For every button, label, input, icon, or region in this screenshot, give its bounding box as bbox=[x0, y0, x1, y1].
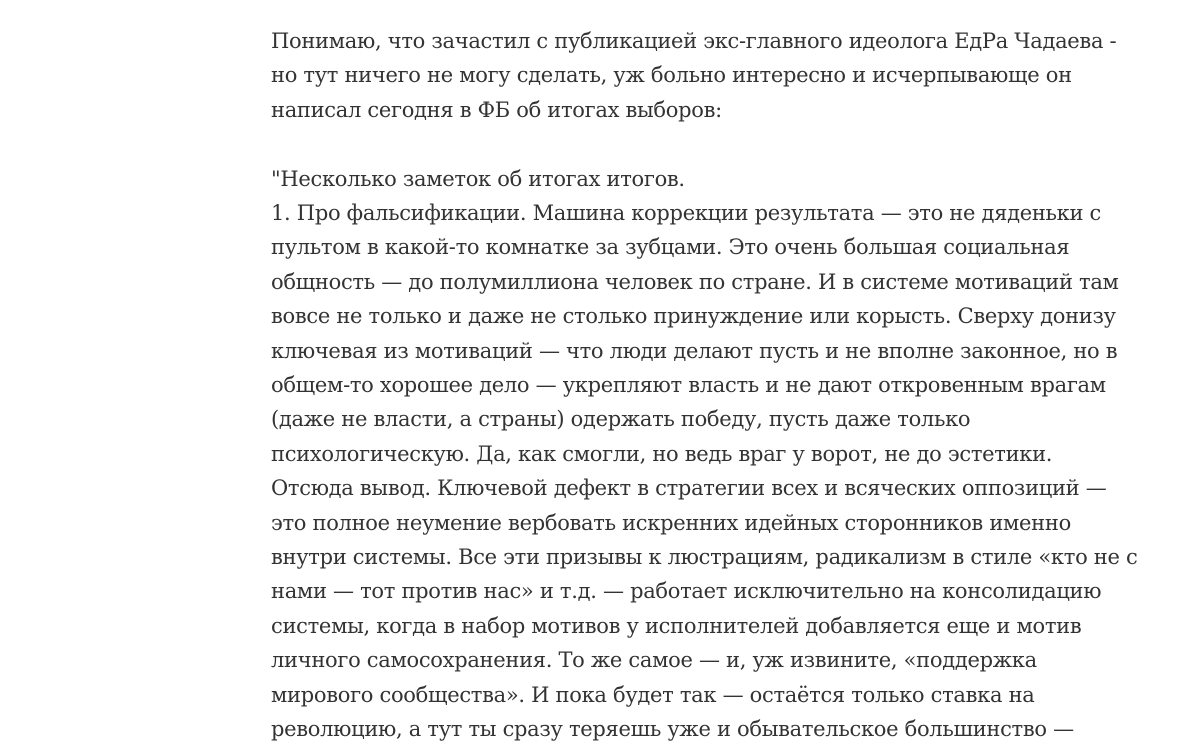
text-line: ключевая из мотиваций — что люди делают пусть и не вполне законное, но в bbox=[271, 338, 1118, 363]
text-line: написал сегодня в ФБ об итогах выборов: bbox=[271, 97, 722, 122]
text-line: пультом в какой-то комнатке за зубцами. Это очень большая социальная bbox=[271, 235, 1070, 260]
paragraph-gap bbox=[271, 127, 1186, 161]
text-line: мирового сообщества». И пока будет так — остаётся только ставка на bbox=[271, 682, 1035, 707]
text-line: Понимаю, что зачастил с публикацией экс-главного идеолога ЕдРа Чадаева - bbox=[271, 29, 1117, 53]
text-line: внутри системы. Все эти призывы к люстрациям, радикализм в стиле «кто не с bbox=[271, 545, 1138, 570]
text-line: Отсюда вывод. Ключевой дефект в стратегии всех и всяческих оппозиций — bbox=[271, 476, 1107, 501]
text-line: нами — тот против нас» и т.д. — работает исключительно на консолидацию bbox=[271, 579, 1102, 604]
quote-paragraph bbox=[271, 162, 1186, 747]
text-line: вовсе не только и даже не столько принуждение или корысть. Сверху донизу bbox=[271, 304, 1116, 329]
text-line: это полное неумение вербовать искренних идейных сторонников именно bbox=[271, 510, 1071, 535]
text-line: (даже не власти, а страны) одержать победу, пусть даже только bbox=[271, 407, 971, 432]
text-line: психологическую. Да, как смогли, но ведь враг у ворот, не до эстетики. bbox=[271, 441, 1053, 466]
text-line: общем-то хорошее дело — укрепляют власть и не дают откровенным врагам bbox=[271, 373, 1106, 398]
text-line: "Несколько заметок об итогах итогов. bbox=[271, 166, 685, 191]
text-line: но тут ничего не могу сделать, уж больно интересно и исчерпывающе он bbox=[271, 63, 1072, 88]
intro-paragraph bbox=[271, 24, 1186, 127]
text-line: революцию, а тут ты сразу теряешь уже и обывательское большинство — bbox=[271, 717, 1074, 742]
text-line: 1. Про фальсификации. Машина коррекции результата — это не дяденьки с bbox=[271, 201, 1102, 226]
post-body bbox=[271, 24, 1186, 747]
text-line: общность — до полумиллиона человек по стране. И в системе мотиваций там bbox=[271, 269, 1119, 294]
text-line: системы, когда в набор мотивов у исполнителей добавляется еще и мотив bbox=[271, 613, 1082, 638]
text-line: личного самосохранения. То же самое — и, уж извините, «поддержка bbox=[271, 648, 1037, 673]
